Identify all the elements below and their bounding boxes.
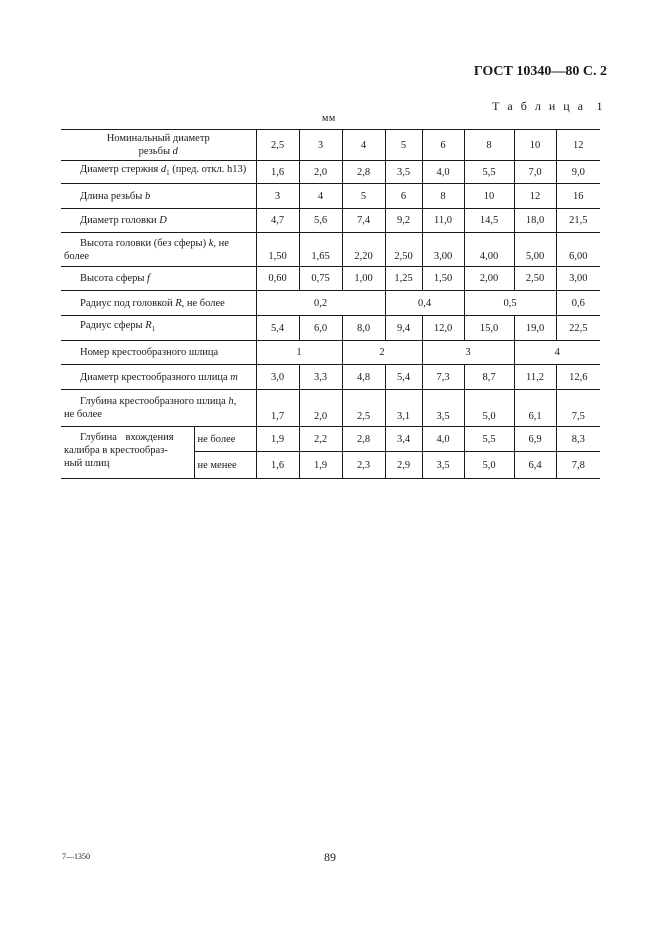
row-label-head-diameter xyxy=(61,209,256,233)
table-cell: 3 xyxy=(422,341,514,365)
page-number: 89 xyxy=(324,850,336,864)
table-cell: 8,7 xyxy=(464,365,514,390)
row-label-text: калибра в крестообраз- xyxy=(64,445,168,456)
row-label-sphere-radius xyxy=(61,316,256,341)
table-cell: 4,0 xyxy=(422,161,464,184)
table-cell: 14,5 xyxy=(464,209,514,233)
table-row xyxy=(61,341,600,365)
table-cell: 0,2 xyxy=(256,291,385,316)
row-label-shank xyxy=(61,161,256,184)
row-subscript: 1 xyxy=(151,325,156,334)
row-label-text: Диаметр стержня xyxy=(80,164,159,176)
table-cell: 5,0 xyxy=(464,452,514,479)
table-cell: 9,4 xyxy=(385,316,422,341)
table-cell: 3,0 xyxy=(256,365,299,390)
header-value: 6 xyxy=(422,130,464,161)
row-label-text: Диаметр крестообразного шлица xyxy=(80,371,228,383)
table-cell: 3,1 xyxy=(385,390,422,427)
table-cell: 3,4 xyxy=(385,427,422,452)
row-symbol: R xyxy=(145,320,152,332)
table-cell: 2,0 xyxy=(299,161,342,184)
row-label-text: Длина резьбы xyxy=(80,190,143,202)
row-label-text: Радиус сферы xyxy=(80,320,143,332)
table-cell: 2,20 xyxy=(342,233,385,267)
table-cell: 15,0 xyxy=(464,316,514,341)
table-cell: 6 xyxy=(385,184,422,209)
header-value: 3 xyxy=(299,130,342,161)
table-row xyxy=(61,209,600,233)
row-label-suffix: (пред. откл. h13) xyxy=(172,164,247,176)
table-cell: 11,2 xyxy=(514,365,556,390)
row-symbol: h xyxy=(228,396,234,407)
table-cell: 7,5 xyxy=(556,390,600,427)
table-cell: 5 xyxy=(342,184,385,209)
row-sublabel-min: не менее xyxy=(194,452,256,479)
row-label-text: Радиус под головкой xyxy=(80,297,173,309)
row-symbol: R xyxy=(175,297,182,309)
table-row xyxy=(61,161,600,184)
table-cell: 8,0 xyxy=(342,316,385,341)
table-cell: 1,9 xyxy=(299,452,342,479)
table-row xyxy=(61,316,600,341)
table-cell: 5,4 xyxy=(385,365,422,390)
table-cell: 7,8 xyxy=(556,452,600,479)
row-label-text: Высота сферы xyxy=(80,273,145,284)
table-cell: 3,5 xyxy=(422,452,464,479)
row-label-suffix: , не более xyxy=(181,297,225,309)
table-row xyxy=(61,365,600,390)
row-label-text: , не xyxy=(213,237,229,249)
table-cell: 2,8 xyxy=(342,161,385,184)
header-value: 12 xyxy=(556,130,600,161)
table-cell: 1,65 xyxy=(299,233,342,267)
table-cell: 1,25 xyxy=(385,267,422,291)
table-cell: 4 xyxy=(514,341,600,365)
table-cell: 8 xyxy=(422,184,464,209)
table-cell: 4,7 xyxy=(256,209,299,233)
table-cell: 2,8 xyxy=(342,427,385,452)
table-cell: 0,60 xyxy=(256,267,299,291)
table-cell: 19,0 xyxy=(514,316,556,341)
table-cell: 9,0 xyxy=(556,161,600,184)
header-value: 8 xyxy=(464,130,514,161)
table-header-row xyxy=(61,130,600,161)
table-row xyxy=(61,267,600,291)
unit-label: мм xyxy=(322,113,336,124)
table-cell: 4,8 xyxy=(342,365,385,390)
table-cell: 3,00 xyxy=(556,267,600,291)
table-cell: 2,0 xyxy=(299,390,342,427)
dimensions-table xyxy=(61,129,600,479)
table-cell: 2,50 xyxy=(385,233,422,267)
table-cell: 6,0 xyxy=(299,316,342,341)
table-cell: 2,5 xyxy=(342,390,385,427)
table-cell: 3,00 xyxy=(422,233,464,267)
header-value: 2,5 xyxy=(256,130,299,161)
row-label-sphere-height xyxy=(61,267,256,291)
table-cell: 12 xyxy=(514,184,556,209)
table-cell: 2,00 xyxy=(464,267,514,291)
table-cell: 6,9 xyxy=(514,427,556,452)
table-row xyxy=(61,291,600,316)
row-label-text: более xyxy=(64,250,90,262)
table-row xyxy=(61,184,600,209)
table-cell: 9,2 xyxy=(385,209,422,233)
row-label-text: , xyxy=(233,396,237,407)
table-cell: 5,6 xyxy=(299,209,342,233)
row-symbol: k xyxy=(208,237,214,249)
table-cell: 2,2 xyxy=(299,427,342,452)
table-cell: 5,4 xyxy=(256,316,299,341)
table-cell: 7,4 xyxy=(342,209,385,233)
row-subscript: 1 xyxy=(166,169,170,178)
header-label-cell xyxy=(61,130,256,161)
table-cell: 7,0 xyxy=(514,161,556,184)
table-cell: 3,5 xyxy=(385,161,422,184)
row-symbol: m xyxy=(230,371,238,383)
table-cell: 3,5 xyxy=(422,390,464,427)
row-label-slot-diameter xyxy=(61,365,256,390)
header-label-line2: резьбы xyxy=(138,146,170,157)
table-cell: 1,50 xyxy=(256,233,299,267)
table-cell: 2 xyxy=(342,341,422,365)
table-cell: 22,5 xyxy=(556,316,600,341)
row-label-gauge-depth xyxy=(61,427,194,479)
table-cell: 12,6 xyxy=(556,365,600,390)
header-value: 10 xyxy=(514,130,556,161)
row-label-text: Высота головки (без сферы) xyxy=(80,237,207,249)
table-cell: 2,9 xyxy=(385,452,422,479)
row-label-slot-number xyxy=(61,341,256,365)
table-cell: 7,3 xyxy=(422,365,464,390)
table-row xyxy=(61,233,600,267)
table-cell: 6,4 xyxy=(514,452,556,479)
row-label-text: ный шлиц xyxy=(64,458,110,469)
table-cell: 0,4 xyxy=(385,291,464,316)
table-cell: 12,0 xyxy=(422,316,464,341)
document-reference: ГОСТ 10340—80 С. 2 xyxy=(473,64,607,79)
row-label-text: Глубина крестообразного шлица xyxy=(80,396,226,407)
table-cell: 1,50 xyxy=(422,267,464,291)
table-cell: 1,00 xyxy=(342,267,385,291)
table-cell: 6,1 xyxy=(514,390,556,427)
table-cell: 10 xyxy=(464,184,514,209)
table-cell: 8,3 xyxy=(556,427,600,452)
table-row xyxy=(61,427,600,452)
row-label-text: Глубина вхождения xyxy=(80,432,174,443)
header-label-symbol: d xyxy=(172,146,178,157)
table-cell: 1 xyxy=(256,341,342,365)
row-label-under-head-radius xyxy=(61,291,256,316)
table-row xyxy=(61,390,600,427)
row-label-text: не более xyxy=(64,409,102,420)
row-label-text: Номер крестообразного шлица xyxy=(80,347,219,358)
table-cell: 2,50 xyxy=(514,267,556,291)
table-cell: 2,3 xyxy=(342,452,385,479)
table-cell: 6,00 xyxy=(556,233,600,267)
table-cell: 5,5 xyxy=(464,427,514,452)
table-cell: 16 xyxy=(556,184,600,209)
row-label-text: Диаметр головки xyxy=(80,215,157,226)
table-cell: 18,0 xyxy=(514,209,556,233)
row-symbol: b xyxy=(144,190,151,202)
table-cell: 1,9 xyxy=(256,427,299,452)
header-value: 5 xyxy=(385,130,422,161)
table-cell: 5,00 xyxy=(514,233,556,267)
table-cell: 11,0 xyxy=(422,209,464,233)
table-cell: 4 xyxy=(299,184,342,209)
row-symbol: f xyxy=(147,273,150,284)
row-label-slot-depth xyxy=(61,390,256,427)
table-cell: 0,75 xyxy=(299,267,342,291)
row-symbol: D xyxy=(159,215,167,226)
table-cell: 3,3 xyxy=(299,365,342,390)
row-label-thread-length xyxy=(61,184,256,209)
print-code: 7—1350 xyxy=(62,852,90,861)
table-cell: 1,6 xyxy=(256,452,299,479)
table-cell: 4,0 xyxy=(422,427,464,452)
table-cell: 5,0 xyxy=(464,390,514,427)
row-label-head-height xyxy=(61,233,256,267)
table-cell: 21,5 xyxy=(556,209,600,233)
table-cell: 1,7 xyxy=(256,390,299,427)
header-label-line1: Номинальный диаметр xyxy=(106,133,210,144)
table-label: Т а б л и ц а 1 xyxy=(492,99,605,113)
row-symbol: d xyxy=(160,164,167,176)
row-sublabel-max: не более xyxy=(194,427,256,452)
table-cell: 0,5 xyxy=(464,291,556,316)
table-cell: 3 xyxy=(256,184,299,209)
header-value: 4 xyxy=(342,130,385,161)
table-cell: 1,6 xyxy=(256,161,299,184)
table-cell: 0,6 xyxy=(556,291,600,316)
table-cell: 4,00 xyxy=(464,233,514,267)
table-cell: 5,5 xyxy=(464,161,514,184)
